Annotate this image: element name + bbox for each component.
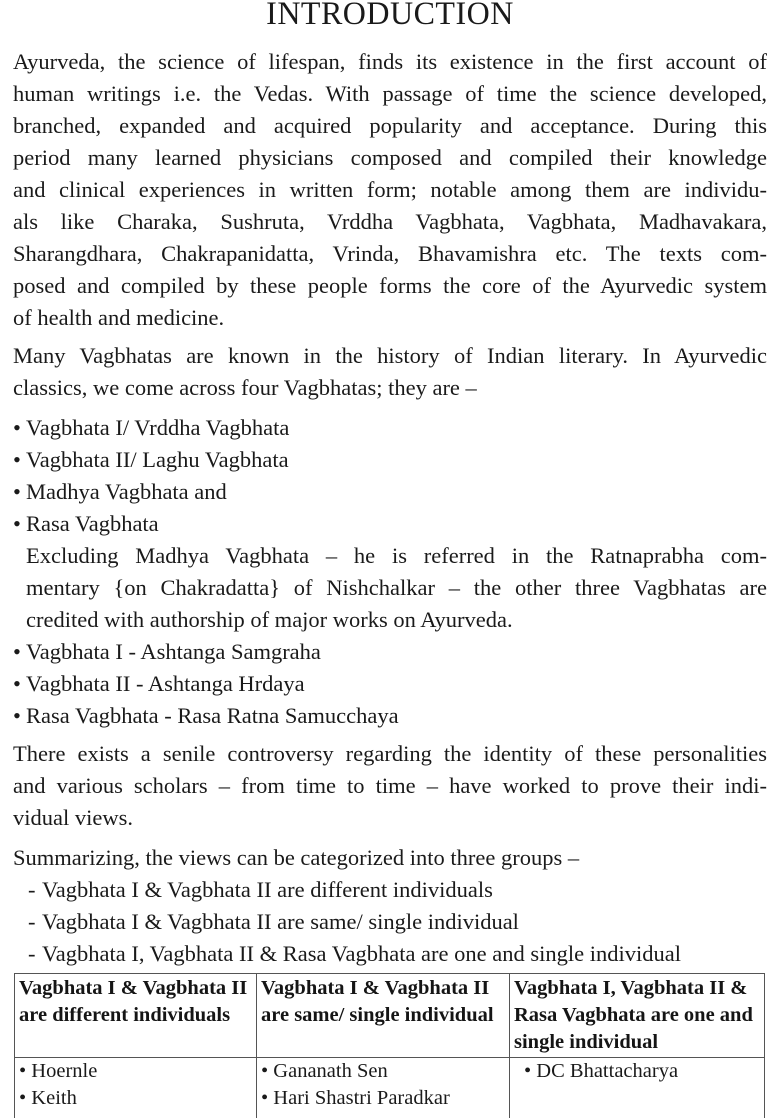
text-line: Ayurveda, the science of lifespan, finds its existence in the first account of	[13, 46, 767, 78]
dash-icon: -	[28, 938, 42, 970]
text-line: period many learned physicians composed and compiled their knowledge	[13, 142, 767, 174]
text-line: branched, expanded and acquired popularity and acceptance. During this	[13, 110, 767, 142]
bullet-icon: •	[13, 476, 26, 508]
table-header-one-and-single: Vagbhata I, Vagbhata II & Rasa Vagbhata are one and single individual	[510, 974, 765, 1058]
dash-icon: -	[28, 906, 42, 938]
list-item-text: Vagbhata I/ Vrddha Vagbhata	[26, 415, 289, 440]
list-item	[13, 444, 289, 476]
list-item-text: Vagbhata I - Ashtanga Samgraha	[26, 639, 321, 664]
text-line: posed and compiled by these people forms the core of the Ayurvedic system	[13, 270, 767, 302]
table-header-row	[15, 974, 765, 1058]
list-item	[28, 938, 681, 970]
text-line: Excluding Madhya Vagbhata – he is referred in the Ratnaprabha com-	[26, 540, 767, 572]
list-item	[28, 874, 493, 906]
bullet-icon: •	[13, 412, 26, 444]
table-cell-one-and-single-scholars	[510, 1058, 765, 1118]
text-line: human writings i.e. the Vedas. With passage of time the science developed,	[13, 78, 767, 110]
text-line: Many Vagbhatas are known in the history of Indian literary. In Ayurvedic	[13, 340, 767, 372]
text-line: There exists a senile controversy regarding the identity of these personalities	[13, 738, 767, 770]
list-item	[13, 668, 305, 700]
bullet-icon: •	[13, 508, 26, 540]
dash-icon: -	[28, 874, 42, 906]
list-item-text: Madhya Vagbhata and	[26, 479, 227, 504]
scholar-name: • Hari Shastri Paradkar	[261, 1085, 505, 1112]
table-header-same: Vagbhata I & Vagbhata II are same/ single individual	[257, 974, 510, 1058]
list-item-text: Rasa Vagbhata - Rasa Ratna Samucchaya	[26, 703, 399, 728]
bullet-icon: •	[13, 444, 26, 476]
scholar-name: • Keith	[19, 1085, 252, 1112]
list-item-text: Vagbhata I, Vagbhata II & Rasa Vagbhata are one and single individual	[42, 941, 681, 966]
bullet-icon: •	[13, 668, 26, 700]
text-line: classics, we come across four Vagbhatas; they are –	[13, 372, 477, 404]
list-item	[13, 636, 321, 668]
table-header-different: Vagbhata I & Vagbhata II are different individuals	[15, 974, 257, 1058]
list-item-text: Rasa Vagbhata	[26, 511, 159, 536]
table-cell-same-scholars	[257, 1058, 510, 1118]
list-item	[28, 906, 519, 938]
list-item	[13, 700, 399, 732]
text-line: and various scholars – from time to time – have worked to prove their indi-	[13, 770, 767, 802]
text-line: mentary {on Chakradatta} of Nishchalkar – the other three Vagbhatas are	[26, 572, 767, 604]
scholar-name: • Gananath Sen	[261, 1058, 505, 1085]
list-item	[13, 508, 159, 540]
list-item-text: Vagbhata I & Vagbhata II are same/ single individual	[42, 909, 519, 934]
table-cell-different-scholars	[15, 1058, 257, 1118]
text-line: Summarizing, the views can be categorized into three groups –	[13, 842, 579, 874]
views-groups-table	[14, 973, 765, 1118]
text-line: vidual views.	[13, 802, 133, 834]
list-item-text: Vagbhata II/ Laghu Vagbhata	[26, 447, 289, 472]
scholar-name: • Hoernle	[19, 1058, 252, 1085]
page-title: INTRODUCTION	[12, 0, 769, 34]
scholar-name: • DC Bhattacharya	[514, 1058, 760, 1085]
text-line: of health and medicine.	[13, 302, 224, 334]
list-item-text: Vagbhata I & Vagbhata II are different individuals	[42, 877, 493, 902]
text-line: Sharangdhara, Chakrapanidatta, Vrinda, Bhavamishra etc. The texts com-	[13, 238, 767, 270]
text-line: als like Charaka, Sushruta, Vrddha Vagbhata, Vagbhata, Madhavakara,	[13, 206, 767, 238]
table-row	[15, 1058, 765, 1118]
bullet-icon: •	[13, 700, 26, 732]
list-item	[13, 476, 227, 508]
text-line: credited with authorship of major works on Ayurveda.	[26, 604, 513, 636]
text-line: and clinical experiences in written form; notable among them are individu-	[13, 174, 767, 206]
list-item-text: Vagbhata II - Ashtanga Hrdaya	[26, 671, 305, 696]
bullet-icon: •	[13, 636, 26, 668]
list-item	[13, 412, 289, 444]
